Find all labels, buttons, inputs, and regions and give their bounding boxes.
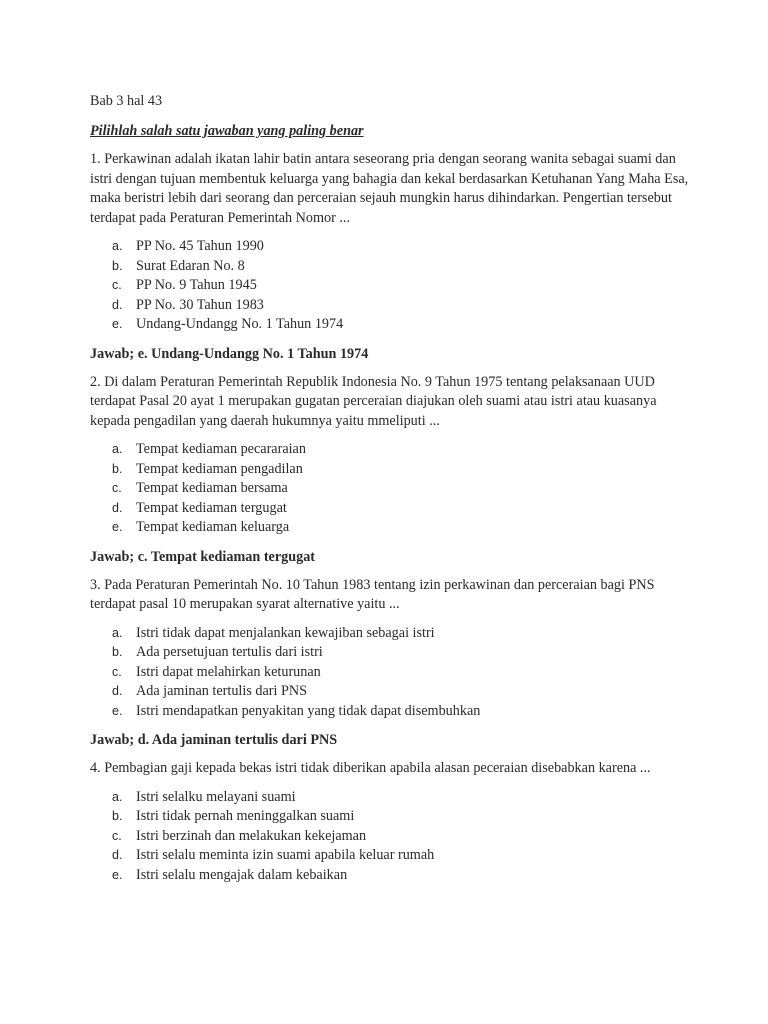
option-letter: d. — [112, 500, 123, 515]
option-item — [90, 624, 690, 644]
chapter-heading: Bab 3 hal 43 — [90, 93, 163, 109]
question-3-text: 3. Pada Peraturan Pemerintah No. 10 Tahun 1983 tentang izin perkawinan dan perceraian bagi PNS terdapat pasal 10 merupakan syarat alternative yaitu ... — [90, 576, 655, 612]
option-item — [90, 846, 690, 866]
option-item — [90, 827, 690, 847]
question-2-options — [90, 440, 690, 538]
option-letter: b. — [112, 461, 123, 476]
question-2-answer: Jawab; c. Tempat kediaman tergugat — [90, 548, 316, 565]
option-text: Istri selalu meminta izin suami apabila keluar rumah — [136, 847, 435, 863]
option-text: Istri dapat melahirkan keturunan — [136, 663, 321, 680]
option-item — [90, 807, 690, 827]
option-item — [90, 702, 690, 722]
option-text: Ada jaminan tertulis dari PNS — [136, 683, 308, 699]
option-item — [90, 518, 690, 538]
option-item — [90, 479, 690, 499]
option-text: Undang-Undangg No. 1 Tahun 1974 — [136, 316, 344, 332]
option-text: PP No. 45 Tahun 1990 — [136, 238, 264, 254]
option-text: Istri tidak pernah meninggalkan suami — [136, 808, 355, 824]
option-item — [90, 499, 690, 519]
option-letter: b. — [112, 258, 123, 273]
option-text: Istri tidak dapat menjalankan kewajiban sebagai istri — [136, 624, 435, 641]
document-body — [90, 92, 690, 895]
option-text: Istri berzinah dan melakukan kekejaman — [136, 827, 367, 844]
option-letter: b. — [112, 809, 123, 823]
question-1-answer: Jawab; e. Undang-Undangg No. 1 Tahun 1974 — [90, 345, 369, 362]
option-text: Istri mendapatkan penyakitan yang tidak dapat disembuhkan — [136, 702, 481, 719]
option-text: Istri selalku melayani suami — [136, 788, 296, 805]
question-1-text: 1. Perkawinan adalah ikatan lahir batin antara seseorang pria dengan seorang wanita sebagai suami dan istri dengan tujuan membentuk keluarga yang bahagia dan kekal berdasarkan Ketuhanan Yang Maha Esa, maka beristri lebih dari seorang dan perceraian sejauh mungkin harus dihindarkan. Pengertian tersebut terdapat pada Peraturan Pemerintah Nomor ... — [90, 151, 689, 226]
question-2-text: 2. Di dalam Peraturan Pemerintah Republik Indonesia No. 9 Tahun 1975 tentang pelaksanaan UUD terdapat Pasal 20 ayat 1 merupakan gugatan perceraian diajukan oleh suami atau istri atau kuasanya kepada pengadilan yang daerah hukumnya yaitu mmeliputi ... — [90, 373, 657, 429]
option-item — [90, 663, 690, 683]
option-letter: a. — [112, 442, 123, 456]
option-text: Tempat kediaman keluarga — [136, 519, 290, 535]
option-item — [90, 643, 690, 663]
option-item — [90, 866, 690, 886]
option-item — [90, 682, 690, 702]
question-1-options — [90, 237, 690, 335]
option-text: PP No. 30 Tahun 1983 — [136, 296, 264, 313]
option-text: Surat Edaran No. 8 — [136, 257, 245, 274]
option-letter: e. — [112, 867, 123, 882]
option-item — [90, 257, 690, 277]
option-item — [90, 237, 690, 257]
option-text: PP No. 9 Tahun 1945 — [136, 277, 257, 293]
option-item — [90, 460, 690, 480]
option-item — [90, 276, 690, 296]
option-letter: b. — [112, 645, 123, 659]
question-3-options — [90, 624, 690, 722]
option-letter: a. — [112, 789, 123, 804]
option-letter: c. — [112, 481, 122, 495]
option-letter: e. — [112, 703, 123, 718]
option-text: Tempat kediaman tergugat — [136, 499, 287, 516]
option-letter: c. — [112, 278, 122, 292]
question-3-answer: Jawab; d. Ada jaminan tertulis dari PNS — [90, 732, 338, 748]
option-letter: d. — [112, 684, 123, 698]
option-item — [90, 315, 690, 335]
option-letter: c. — [112, 828, 122, 843]
question-4-options — [90, 788, 690, 886]
option-letter: d. — [112, 848, 123, 862]
option-text: Tempat kediaman pengadilan — [136, 460, 303, 477]
option-letter: a. — [112, 625, 123, 640]
option-letter: e. — [112, 317, 123, 331]
option-letter: d. — [112, 297, 123, 312]
option-item — [90, 788, 690, 808]
option-text: Tempat kediaman pecararaian — [136, 441, 306, 457]
option-letter: a. — [112, 239, 123, 253]
instruction-text: Pilihlah salah satu jawaban yang paling benar — [90, 123, 364, 139]
option-letter: c. — [112, 664, 122, 679]
option-text: Tempat kediaman bersama — [136, 480, 288, 496]
question-4-text: 4. Pembagian gaji kepada bekas istri tidak diberikan apabila alasan peceraian disebabkan karena ... — [90, 760, 651, 776]
option-item — [90, 296, 690, 316]
option-text: Ada persetujuan tertulis dari istri — [136, 644, 323, 660]
option-text: Istri selalu mengajak dalam kebaikan — [136, 866, 348, 883]
option-item — [90, 440, 690, 460]
option-letter: e. — [112, 520, 123, 534]
